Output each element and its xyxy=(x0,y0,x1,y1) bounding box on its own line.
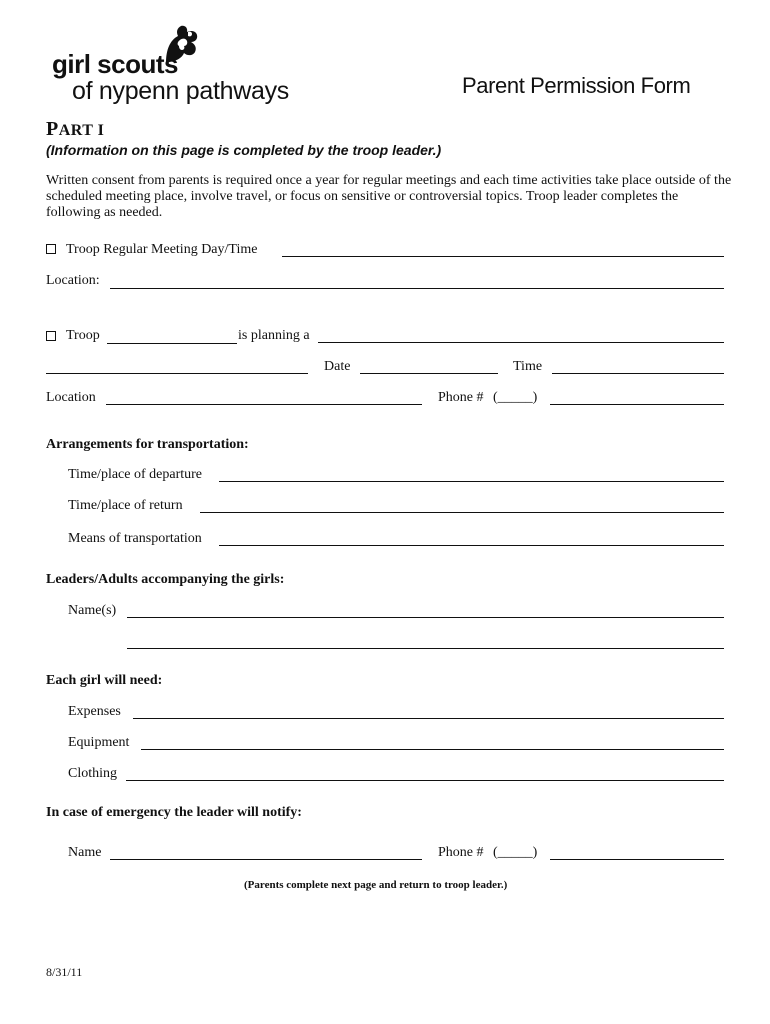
expenses-field[interactable] xyxy=(133,718,724,719)
part-heading-rest: ART I xyxy=(58,122,105,139)
departure-field[interactable] xyxy=(219,481,724,482)
activity-phone-label: Phone # xyxy=(438,390,484,405)
logo xyxy=(52,22,292,108)
names-field[interactable] xyxy=(127,617,724,618)
adults-heading: Leaders/Adults accompanying the girls: xyxy=(46,572,285,587)
clothing-field[interactable] xyxy=(126,780,724,781)
meeting-location-field[interactable] xyxy=(110,288,724,289)
activity-location-field[interactable] xyxy=(106,404,422,405)
footer-note: (Parents complete next page and return to troop leader.) xyxy=(244,879,508,891)
activity-location-label: Location xyxy=(46,390,96,405)
names-label: Name(s) xyxy=(68,603,117,618)
equipment-field[interactable] xyxy=(141,749,724,750)
troop-label: Troop xyxy=(66,328,100,343)
date-field[interactable] xyxy=(360,373,498,374)
equipment-label: Equipment xyxy=(68,735,130,750)
means-field[interactable] xyxy=(219,545,724,546)
clothing-label: Clothing xyxy=(68,766,118,781)
emergency-phone-field[interactable] xyxy=(550,859,724,860)
time-field[interactable] xyxy=(552,373,724,374)
emergency-phone-area-code[interactable]: (_____) xyxy=(493,845,538,860)
part-subtitle: (Information on this page is completed by the troop leader.) xyxy=(46,142,442,158)
regular-meeting-checkbox[interactable] xyxy=(46,244,56,254)
emergency-heading: In case of emergency the leader will notify: xyxy=(46,805,302,820)
logo-text-secondary: of nypenn pathways xyxy=(72,77,289,105)
intro-paragraph: Written consent from parents is required once a year for regular meetings and each time activities take place outside of the scheduled meeting place, involve travel, or focus on sensitive or controversial topics. Troop leader completes the following as needed. xyxy=(46,173,732,220)
emergency-phone-label: Phone # xyxy=(438,845,484,860)
logo-text-primary: girl scouts xyxy=(52,49,178,79)
meeting-location-label: Location: xyxy=(46,273,100,288)
planning-label: is planning a xyxy=(238,328,310,343)
revision-date: 8/31/11 xyxy=(46,965,83,979)
needs-heading: Each girl will need: xyxy=(46,673,163,688)
part-heading-initial: P xyxy=(46,118,59,140)
part-heading xyxy=(46,118,104,142)
regular-meeting-label: Troop Regular Meeting Day/Time xyxy=(66,242,258,257)
activity-phone-field[interactable] xyxy=(550,404,724,405)
names-field-continued[interactable] xyxy=(127,648,724,649)
activity-field[interactable] xyxy=(318,342,724,343)
date-label: Date xyxy=(324,359,351,374)
means-label: Means of transportation xyxy=(68,531,202,546)
return-label: Time/place of return xyxy=(68,498,183,513)
form-title: Parent Permission Form xyxy=(462,73,691,98)
departure-label: Time/place of departure xyxy=(68,467,202,482)
expenses-label: Expenses xyxy=(68,704,121,719)
troop-activity-checkbox[interactable] xyxy=(46,331,56,341)
time-label: Time xyxy=(513,359,543,374)
activity-field-continued[interactable] xyxy=(46,373,308,374)
activity-phone-area-code[interactable]: (_____) xyxy=(493,390,538,405)
regular-meeting-field[interactable] xyxy=(282,256,724,257)
emergency-name-label: Name xyxy=(68,845,102,860)
troop-number-field[interactable] xyxy=(107,343,237,344)
transportation-heading: Arrangements for transportation: xyxy=(46,437,249,452)
emergency-name-field[interactable] xyxy=(110,859,422,860)
return-field[interactable] xyxy=(200,512,724,513)
